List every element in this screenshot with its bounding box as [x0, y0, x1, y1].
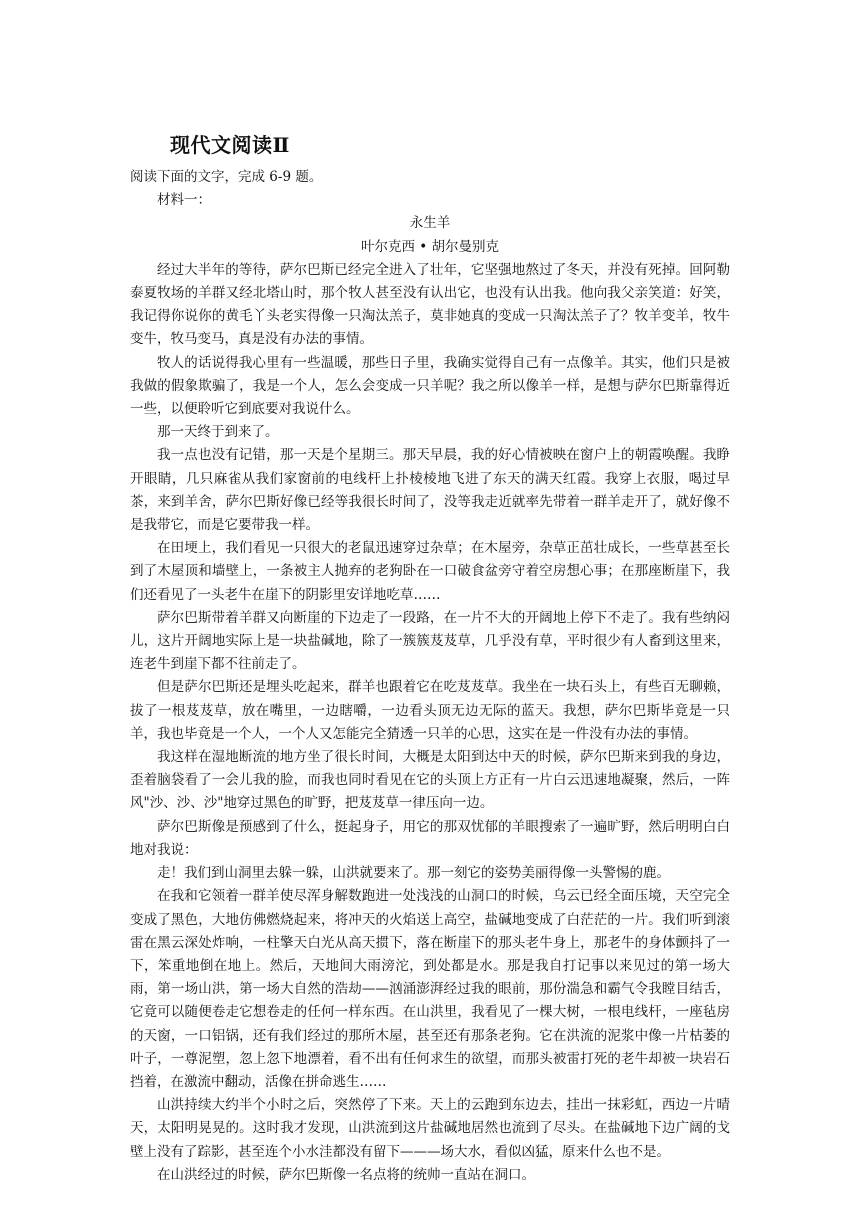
paragraph-3: 那一天终于到来了。	[157, 424, 279, 441]
material-label: 材料一：	[157, 192, 211, 209]
paragraph-7: 但是萨尔巴斯还是埋头吃起来，群羊也跟着它在吃芨芨草。我坐在一块石头上，有些百无聊赖，拔了一根芨芨草，放在嘴里，一边瞎嚼，一边看头顶无边无际的蓝天。我想，萨尔巴斯毕竟是一只羊，我也毕竟是一个人，一个人又怎能完全猜透一只羊的心思，这实在是一件没有办法的事情。	[130, 679, 730, 742]
paragraph-5: 在田埂上，我们看见一只很大的老鼠迅速穿过杂草；在木屋旁，杂草正茁壮成长，一些草甚至长到了木屋顶和墙壁上，一条被主人抛弃的老狗卧在一口破食盆旁守着空房想心事；在那座断崖下，我们还看见了一头老牛在崖下的阴影里安详地吃草……	[130, 540, 730, 603]
paragraph-2: 牧人的话说得我心里有一些温暖，那些日子里，我确实觉得自己有一点像羊。其实，他们只是被我做的假象欺骗了，我是一个人，怎么会变成一只羊呢？我之所以像羊一样，是想与萨尔巴斯靠得近一些，以便聆听它到底要对我说什么。	[130, 354, 730, 418]
article-author: 叶尔克西 • 胡尔曼别克	[360, 238, 500, 255]
instruction-line: 阅读下面的文字，完成 6-9 题。	[130, 169, 323, 185]
section-title: 现代文阅读Ⅱ	[170, 133, 290, 157]
paragraph-6: 萨尔巴斯带着羊群又向断崖的下边走了一段路，在一片不大的开阔地上停下不走了。我有些纳闷儿，这片开阔地实际上是一块盐碱地，除了一簇簇芨芨草，几乎没有草，平时很少有人畜到这里来，连老牛到崖下都不往前走了。	[130, 609, 730, 673]
article-title: 永生羊	[409, 215, 451, 232]
paragraph-10: 走！我们到山洞里去躲一躲，山洪就要来了。那一刻它的姿势美丽得像一头警惕的鹿。	[157, 865, 670, 882]
paragraph-12: 山洪持续大约半个小时之后，突然停了下来。天上的云跑到东边去，挂出一抹彩虹，西边一片晴天，太阳明晃晃的。这时我才发现，山洪流到这片盐碱地居然也流到了尽头。在盐碱地下边广阔的戈壁上没有了踪影，甚至连个小水洼都没有留下———场大水，看似凶猛，原来什么也不是。	[130, 1097, 730, 1160]
paragraph-8: 我这样在湿地断流的地方坐了很长时间，大概是太阳到达中天的时候，萨尔巴斯来到我的身边，歪着脑袋看了一会儿我的脸，而我也同时看见在它的头顶上方正有一片白云迅速地凝聚，然后，一阵风"沙、沙、沙"地穿过黑色的旷野，把芨芨草一律压向一边。	[130, 749, 730, 812]
paragraph-11: 在我和它领着一群羊使尽浑身解数跑进一处浅浅的山洞口的时候，乌云已经全面压境，天空完全变成了黑色，大地仿佛燃烧起来，将冲天的火焰送上高空，盐碱地变成了白茫茫的一片。我们听到滚雷在黑云深处炸响，一柱擎天白光从高天掼下，落在断崖下的那头老牛身上，那老牛的身体颤抖了一下，笨重地倒在地上。然后，天地间大雨滂沱，到处都是水。那是我自打记事以来见过的第一场大雨，第一场山洪，第一场大自然的浩劫——汹涌澎湃经过我的眼前，那份湍急和霸气令我瞠目结舌，它竟可以随便卷走它想卷走的任何一样东西。在山洪里，我看见了一棵大树，一根电线杆，一座毡房的天窗，一口铝锅，还有我们经过的那所木屋，甚至还有那条老狗。它在洪流的泥浆中像一片枯萎的叶子，一尊泥塑，忽上忽下地漂着，看不出有任何求生的欲望，而那头被雷打死的老牛却被一块岩石挡着，在激流中翻动，活像在拼命逃生……	[130, 888, 730, 1090]
paragraph-4: 我一点也没有记错，那一天是个星期三。那天早晨，我的好心情被映在窗户上的朝霞唤醒。我睁开眼睛，几只麻雀从我们家窗前的电线杆上扑棱棱地飞进了东天的满天红霞。我穿上衣服，喝过早茶，来到羊舍，萨尔巴斯好像已经等我很长时间了，没等我走近就率先带着一群羊走开了，就好像不是我带它，而是它要带我一样。	[130, 447, 730, 534]
paragraph-1: 经过大半年的等待，萨尔巴斯已经完全进入了壮年，它坚强地熬过了冬天，并没有死掉。回阿勒泰夏牧场的羊群又经北塔山时，那个牧人甚至没有认出它，也没有认出我。他向我父亲笑道：好笑，我记得你说你的黄毛丫头老实得像一只淘汰羔子，莫非她真的变成一只淘汰羔子了？牧羊变羊，牧牛变牛，牧马变马，真是没有办法的事情。	[130, 261, 730, 348]
paragraph-13: 在山洪经过的时候，萨尔巴斯像一名点将的统帅一直站在洞口。	[157, 1166, 535, 1183]
paragraph-9: 萨尔巴斯像是预感到了什么，挺起身子，用它的那双忧郁的羊眼搜索了一遍旷野，然后明明白白地对我说：	[130, 818, 730, 858]
document-page	[130, 130, 730, 1187]
